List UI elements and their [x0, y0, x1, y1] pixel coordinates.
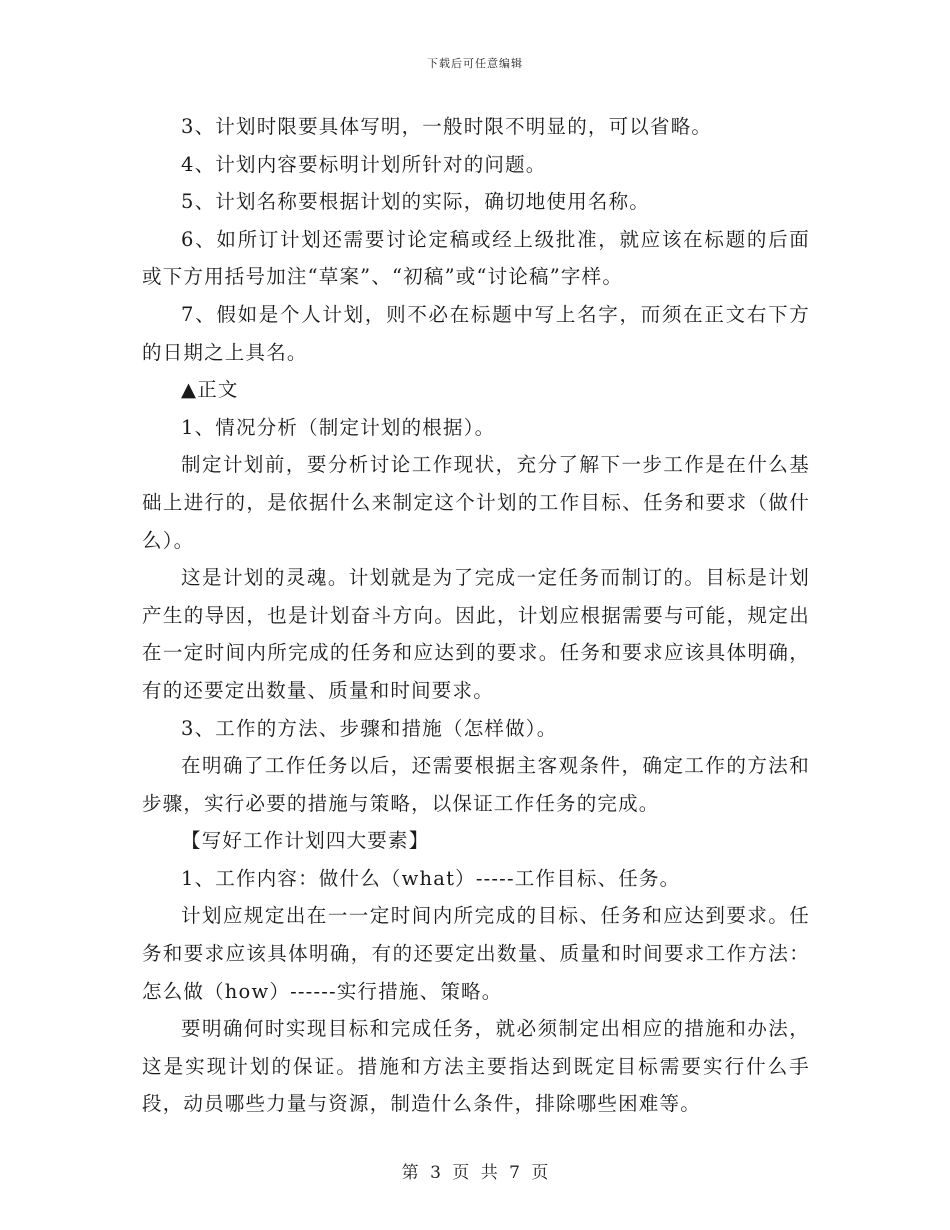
paragraph: 制定计划前，要分析讨论工作现状，充分了解下一步工作是在什么基础上进行的，是依据什么来制定这个计划的工作目标、任务和要求（做什么）。	[142, 453, 810, 552]
paragraph: 4、计划内容要标明计划所针对的问题。	[181, 152, 547, 176]
paragraph: 3、工作的方法、步骤和措施（怎样做）。	[181, 716, 558, 740]
document-body	[142, 108, 810, 1123]
page-header: 下载后可任意编辑	[427, 57, 523, 70]
paragraph: 3、计划时限要具体写明，一般时限不明显的，可以省略。	[181, 115, 713, 138]
paragraph: 1、情况分析（制定计划的根据）。	[181, 415, 496, 439]
paragraph: 6、如所订计划还需要讨论定稿或经上级批准，就应该在标题的后面或下方用括号加注“草案”、“初稿”或“讨论稿”字样。	[142, 227, 810, 289]
paragraph: 计划应规定出在一一定时间内所完成的目标、任务和应达到要求。任务和要求应该具体明确，有的还要定出数量、质量和时间要求工作方法：怎么做（how）------实行措施、策略。	[142, 904, 810, 1003]
section-heading: ▲正文	[181, 378, 239, 402]
paragraph: 7、假如是个人计划，则不必在标题中写上名字，而须在正文右下方的日期之上具名。	[142, 302, 810, 364]
paragraph: 在明确了工作任务以后，还需要根据主客观条件，确定工作的方法和步骤，实行必要的措施与策略，以保证工作任务的完成。	[142, 754, 810, 815]
paragraph: 1、工作内容：做什么（what）-----工作目标、任务。	[181, 866, 681, 890]
section-heading: 【写好工作计划四大要素】	[181, 829, 430, 853]
paragraph: 这是计划的灵魂。计划就是为了完成一定任务而制订的。目标是计划产生的导因，也是计划奋斗方向。因此，计划应根据需要与可能，规定出在一定时间内所完成的任务和应达到的要求。任务和要求应该具体明确，有的还要定出数量、质量和时间要求。	[142, 566, 810, 702]
paragraph: 5、计划名称要根据计划的实际，确切地使用名称。	[181, 190, 651, 214]
page-footer: 第 3 页 共 7 页	[401, 1163, 549, 1183]
paragraph: 要明确何时实现目标和完成任务，就必须制定出相应的措施和办法，这是实现计划的保证。措施和方法主要指达到既定目标需要实行什么手段，动员哪些力量与资源，制造什么条件，排除哪些困难等。	[142, 1017, 810, 1116]
